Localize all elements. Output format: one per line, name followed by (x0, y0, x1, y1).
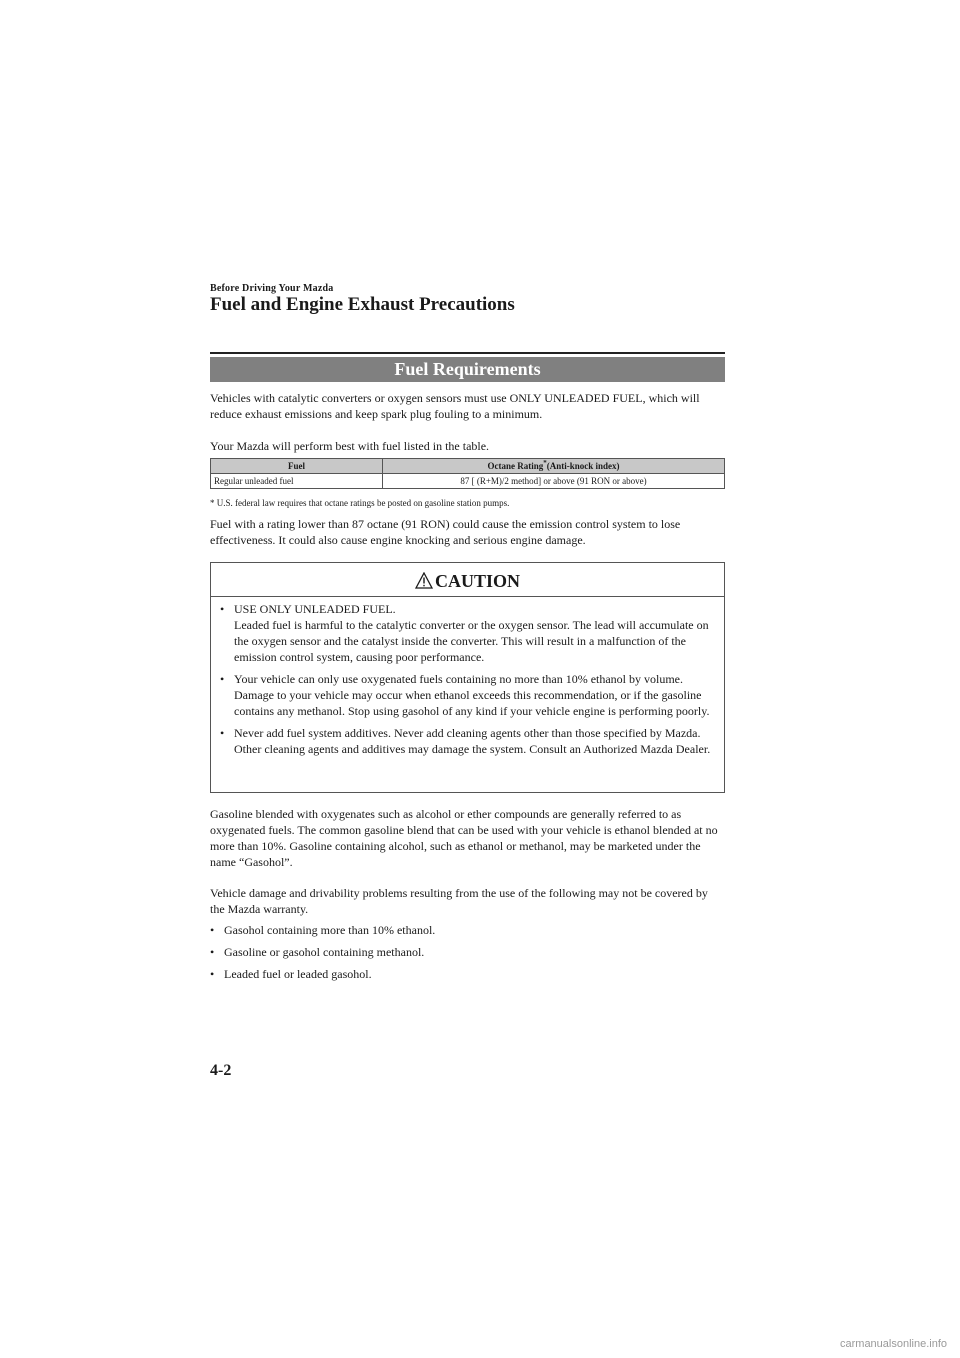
table-cell-octane: 87 [ (R+M)/2 method] or above (91 RON or above) (383, 474, 725, 489)
list-item-text: Gasoline or gasohol containing methanol. (224, 945, 425, 959)
title-divider (210, 352, 725, 354)
table-header-octane-label: Octane Rating (487, 461, 544, 471)
bullet-icon: • (220, 726, 225, 740)
table-header-octane-note: (Anti-knock index) (546, 461, 620, 471)
bullet-icon: • (210, 967, 215, 981)
bullet-icon: • (220, 602, 225, 616)
bullet-icon: • (210, 923, 215, 937)
caution-item-text: Never add fuel system additives. Never add cleaning agents other than those specified by Mazda. Other cleaning agents and additives may damage the system. Consult an Authorized Mazda Dealer. (234, 726, 711, 756)
list-item-text: Gasohol containing more than 10% ethanol. (224, 923, 436, 937)
oxygenated-fuel-paragraph: Gasoline blended with oxygenates such as alcohol or ether compounds are generally referred to as oxygenated fuels. The common gasoline blend that can be used with your vehicle is ethanol blended at no more than 10%. Gasoline containing alcohol, such as ethanol or methanol, may be marketed under the name “Gasohol”. (210, 807, 718, 869)
caution-item-lead: USE ONLY UNLEADED FUEL. (234, 602, 396, 616)
chapter-label: Before Driving Your Mazda (210, 283, 334, 294)
bullet-icon: • (210, 945, 215, 959)
table-header-row (211, 459, 725, 474)
table-footnote: * U.S. federal law requires that octane ratings be posted on gasoline station pumps. (210, 498, 510, 508)
list-item (210, 966, 707, 982)
intro-paragraph-2: Your Mazda will perform best with fuel listed in the table. (210, 439, 490, 453)
warning-triangle-icon (415, 572, 433, 589)
list-item (220, 671, 717, 719)
list-item (220, 725, 717, 757)
table-cell-fuel: Regular unleaded fuel (211, 474, 383, 489)
watermark-link[interactable]: carmanualsonline.info (840, 1338, 948, 1350)
section-heading: Fuel Requirements (210, 357, 725, 382)
warranty-paragraph: Vehicle damage and drivability problems resulting from the use of the following may not be covered by the Mazda warranty. (210, 886, 708, 916)
intro-paragraph-1: Vehicles with catalytic converters or oxygen sensors must use ONLY UNLEADED FUEL, which will reduce exhaust emissions and keep spark plug fouling to a minimum. (210, 391, 700, 421)
footnote-marker: * (543, 459, 547, 467)
bullet-icon: • (220, 672, 225, 686)
page-title: Fuel and Engine Exhaust Precautions (210, 294, 515, 315)
list-item-text: Leaded fuel or leaded gasohol. (224, 967, 372, 981)
caution-item-text: Your vehicle can only use oxygenated fuels containing no more than 10% ethanol by volume. Damage to your vehicle may occur when ethanol exceeds this recommendation, or if the gasoline contains any methanol. Stop using gasohol of any kind if your vehicle engine is performing poorly. (234, 672, 710, 718)
caution-list (220, 601, 717, 757)
caution-title: CAUTION (434, 571, 520, 591)
caution-heading (211, 571, 724, 591)
list-item (210, 922, 707, 938)
list-item (210, 944, 707, 960)
octane-paragraph: Fuel with a rating lower than 87 octane (91 RON) could cause the emission control system to lose effectiveness. It could also cause engine knocking and serious engine damage. (210, 517, 681, 547)
list-item (220, 601, 717, 665)
warranty-exclusion-list (210, 922, 707, 982)
table-row (211, 474, 725, 489)
fuel-table (210, 458, 725, 489)
caution-divider (211, 596, 724, 597)
caution-box (210, 562, 725, 793)
table-header-octane (383, 459, 725, 474)
caution-item-text: Leaded fuel is harmful to the catalytic converter or the oxygen sensor. The lead will accumulate on the oxygen sensor and the catalyst inside the converter. This will result in a malfunction of the emission control system, causing poor performance. (234, 618, 709, 664)
table-header-fuel: Fuel (211, 459, 383, 474)
page-number: 4-2 (210, 1062, 232, 1079)
